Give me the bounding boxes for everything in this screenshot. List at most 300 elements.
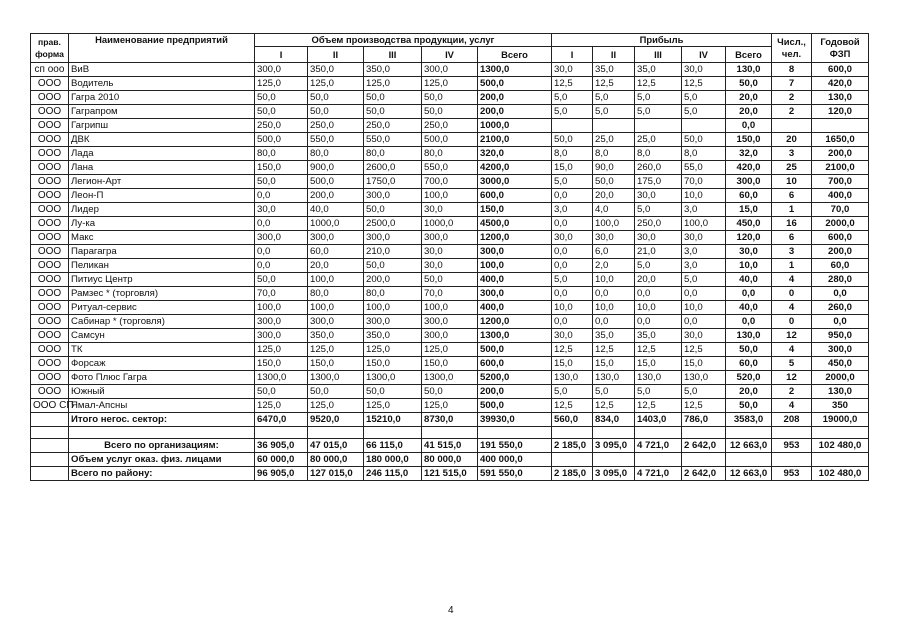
profit-cell: 4 721,0	[635, 439, 682, 453]
enterprise-table	[30, 33, 869, 481]
volume-cell: 50,0	[422, 385, 478, 399]
profit-cell: 520,0	[726, 371, 772, 385]
volume-cell: 50,0	[255, 105, 308, 119]
volume-cell: 550,0	[364, 133, 422, 147]
empty-cell	[635, 427, 682, 439]
volume-cell: 1300,0	[478, 329, 552, 343]
profit-cell: 5,0	[682, 91, 726, 105]
enterprise-name-cell: Всего по организациям:	[69, 439, 255, 453]
volume-cell: 250,0	[308, 119, 364, 133]
staff-cell: 953	[772, 439, 812, 453]
profit-cell: 5,0	[682, 273, 726, 287]
fund-cell	[812, 119, 869, 133]
legal-form-cell: ООО	[31, 217, 69, 231]
volume-cell: 700,0	[422, 175, 478, 189]
volume-cell: 50,0	[422, 273, 478, 287]
profit-cell: 10,0	[682, 189, 726, 203]
profit-cell: 130,0	[726, 63, 772, 77]
volume-cell: 1300,0	[308, 371, 364, 385]
profit-cell	[682, 119, 726, 133]
profit-cell: 50,0	[682, 133, 726, 147]
staff-cell: 10	[772, 175, 812, 189]
volume-cell: 80,0	[364, 287, 422, 301]
volume-cell: 180 000,0	[364, 453, 422, 467]
volume-cell: 50,0	[255, 91, 308, 105]
profit-cell: 150,0	[726, 133, 772, 147]
enterprise-name-cell: ДВК	[69, 133, 255, 147]
volume-cell: 125,0	[364, 343, 422, 357]
fund-cell: 450,0	[812, 357, 869, 371]
legal-form-cell: ООО	[31, 147, 69, 161]
profit-cell: 5,0	[635, 91, 682, 105]
volume-cell: 125,0	[364, 399, 422, 413]
table-row	[31, 371, 869, 385]
staff-column-header: Числ., чел.	[772, 34, 812, 63]
enterprise-name-cell: Самсун	[69, 329, 255, 343]
profit-cell: 8,0	[552, 147, 593, 161]
enterprise-name-cell: ВиВ	[69, 63, 255, 77]
profit-cell: 30,0	[593, 231, 635, 245]
volume-cell: 1000,0	[308, 217, 364, 231]
legal-form-cell: ООО	[31, 231, 69, 245]
volume-cell: 50,0	[364, 105, 422, 119]
volume-cell: 50,0	[364, 259, 422, 273]
profit-cell: 12,5	[552, 77, 593, 91]
staff-cell: 2	[772, 385, 812, 399]
enterprise-name-cell: ТК	[69, 343, 255, 357]
fund-cell: 2100,0	[812, 161, 869, 175]
profit-cell: 12 663,0	[726, 467, 772, 481]
table-row	[31, 203, 869, 217]
legal-form-cell	[31, 467, 69, 481]
profit-cell: 12,5	[682, 399, 726, 413]
fund-cell: 2000,0	[812, 217, 869, 231]
table-body	[31, 63, 869, 481]
volume-cell: 9520,0	[308, 413, 364, 427]
volume-cell: 2500,0	[364, 217, 422, 231]
enterprise-name-cell: Фото Плюс Гагра	[69, 371, 255, 385]
profit-cell: 30,0	[726, 245, 772, 259]
profit-cell: 10,0	[593, 273, 635, 287]
fund-cell: 300,0	[812, 343, 869, 357]
legal-form-cell: ООО	[31, 301, 69, 315]
volume-cell: 500,0	[255, 133, 308, 147]
staff-cell: 1	[772, 259, 812, 273]
volume-cell: 100,0	[308, 273, 364, 287]
staff-cell: 953	[772, 467, 812, 481]
table-row	[31, 217, 869, 231]
profit-cell: 10,0	[726, 259, 772, 273]
legal-form-cell: ООО	[31, 105, 69, 119]
volume-cell: 1200,0	[478, 315, 552, 329]
staff-cell: 0	[772, 287, 812, 301]
volume-cell: 400,0	[478, 301, 552, 315]
profit-cell: 3,0	[682, 259, 726, 273]
profit-cell	[552, 119, 593, 133]
profit-cell: 12,5	[635, 399, 682, 413]
profit-cell: 3,0	[552, 203, 593, 217]
profit-cell: 250,0	[635, 217, 682, 231]
profit-cell: 3 095,0	[593, 467, 635, 481]
profit-cell: 0,0	[552, 315, 593, 329]
profit-cell: 4,0	[593, 203, 635, 217]
legal-form-cell: ООО	[31, 175, 69, 189]
enterprise-name-cell: Сабинар * (торговля)	[69, 315, 255, 329]
staff-cell: 25	[772, 161, 812, 175]
volume-cell: 150,0	[422, 357, 478, 371]
profit-cell: 2,0	[593, 259, 635, 273]
volume-cell: 50,0	[422, 105, 478, 119]
volume-cell: 50,0	[422, 91, 478, 105]
volume-cell: 4200,0	[478, 161, 552, 175]
profit-cell: 1403,0	[635, 413, 682, 427]
enterprise-name-cell: Макс	[69, 231, 255, 245]
volume-cell: 41 515,0	[422, 439, 478, 453]
header-row-1	[31, 34, 869, 47]
volume-cell: 600,0	[478, 357, 552, 371]
empty-cell	[255, 427, 308, 439]
profit-cell: 30,0	[552, 329, 593, 343]
profit-cell: 0,0	[682, 287, 726, 301]
staff-cell: 4	[772, 273, 812, 287]
staff-cell: 20	[772, 133, 812, 147]
volume-cell: 50,0	[308, 91, 364, 105]
legal-form-cell: ООО СП	[31, 399, 69, 413]
empty-cell	[422, 427, 478, 439]
staff-cell: 8	[772, 63, 812, 77]
table-row	[31, 399, 869, 413]
profit-cell: 834,0	[593, 413, 635, 427]
volume-group-header: Объем производства продукции, услуг	[255, 34, 552, 47]
volume-cell: 200,0	[478, 105, 552, 119]
profit-cell: 30,0	[552, 231, 593, 245]
volume-cell: 125,0	[308, 343, 364, 357]
enterprise-name-cell: Гагра 2010	[69, 91, 255, 105]
fund-cell: 260,0	[812, 301, 869, 315]
volume-cell: 30,0	[422, 259, 478, 273]
enterprise-name-cell: Форсаж	[69, 357, 255, 371]
profit-cell: 0,0	[552, 217, 593, 231]
staff-cell: 3	[772, 245, 812, 259]
staff-cell: 0	[772, 315, 812, 329]
volume-cell: 1000,0	[478, 119, 552, 133]
volume-q3-header: III	[364, 47, 422, 63]
volume-cell: 300,0	[308, 315, 364, 329]
fund-cell: 420,0	[812, 77, 869, 91]
table-row	[31, 63, 869, 77]
staff-cell: 4	[772, 399, 812, 413]
fund-cell: 2000,0	[812, 371, 869, 385]
fund-cell: 70,0	[812, 203, 869, 217]
profit-cell: 30,0	[552, 63, 593, 77]
volume-cell: 50,0	[255, 273, 308, 287]
profit-cell: 32,0	[726, 147, 772, 161]
profit-cell: 15,0	[682, 357, 726, 371]
legal-form-cell: ООО	[31, 203, 69, 217]
volume-cell: 4500,0	[478, 217, 552, 231]
fund-cell: 200,0	[812, 147, 869, 161]
volume-cell: 80 000,0	[422, 453, 478, 467]
volume-q2-header: II	[308, 47, 364, 63]
profit-cell: 0,0	[593, 287, 635, 301]
volume-cell: 15210,0	[364, 413, 422, 427]
profit-cell: 60,0	[726, 189, 772, 203]
volume-cell: 2100,0	[478, 133, 552, 147]
profit-cell: 12,5	[552, 399, 593, 413]
empty-cell	[69, 427, 255, 439]
volume-cell: 3000,0	[478, 175, 552, 189]
empty-cell	[682, 427, 726, 439]
volume-cell: 300,0	[255, 329, 308, 343]
profit-cell: 2 642,0	[682, 467, 726, 481]
fund-cell: 200,0	[812, 245, 869, 259]
fund-cell: 120,0	[812, 105, 869, 119]
volume-cell: 200,0	[364, 273, 422, 287]
profit-cell: 2 642,0	[682, 439, 726, 453]
volume-cell: 100,0	[478, 259, 552, 273]
volume-cell: 900,0	[308, 161, 364, 175]
legal-form-cell	[31, 439, 69, 453]
legal-form-cell: ООО	[31, 315, 69, 329]
staff-cell: 5	[772, 357, 812, 371]
profit-cell: 70,0	[682, 175, 726, 189]
volume-cell: 300,0	[364, 189, 422, 203]
volume-cell: 600,0	[478, 189, 552, 203]
profit-cell: 12,5	[593, 77, 635, 91]
profit-cell: 130,0	[635, 371, 682, 385]
profit-cell: 560,0	[552, 413, 593, 427]
enterprise-name-cell: Лана	[69, 161, 255, 175]
profit-cell: 30,0	[682, 63, 726, 77]
summary-row	[31, 453, 869, 467]
volume-cell: 100,0	[308, 301, 364, 315]
profit-cell: 120,0	[726, 231, 772, 245]
enterprise-name-cell: Лу-ка	[69, 217, 255, 231]
volume-cell: 125,0	[422, 77, 478, 91]
volume-q4-header: IV	[422, 47, 478, 63]
profit-cell	[726, 453, 772, 467]
volume-cell: 500,0	[478, 399, 552, 413]
volume-cell: 200,0	[478, 385, 552, 399]
volume-cell: 200,0	[478, 91, 552, 105]
profit-cell: 175,0	[635, 175, 682, 189]
staff-cell: 4	[772, 343, 812, 357]
volume-cell: 39930,0	[478, 413, 552, 427]
volume-total-header: Всего	[478, 47, 552, 63]
profit-cell: 5,0	[552, 175, 593, 189]
profit-cell: 0,0	[635, 287, 682, 301]
volume-cell: 150,0	[255, 357, 308, 371]
staff-cell: 208	[772, 413, 812, 427]
profit-cell: 50,0	[726, 399, 772, 413]
volume-cell: 125,0	[308, 77, 364, 91]
volume-cell: 591 550,0	[478, 467, 552, 481]
legal-form-cell: ООО	[31, 371, 69, 385]
table-row	[31, 315, 869, 329]
table-row	[31, 343, 869, 357]
volume-cell: 121 515,0	[422, 467, 478, 481]
enterprise-name-cell: Парагагра	[69, 245, 255, 259]
volume-cell: 500,0	[478, 77, 552, 91]
profit-cell: 15,0	[593, 357, 635, 371]
staff-cell: 6	[772, 189, 812, 203]
legal-form-cell: ООО	[31, 343, 69, 357]
staff-cell	[772, 119, 812, 133]
empty-cell	[308, 427, 364, 439]
profit-cell: 90,0	[593, 161, 635, 175]
legal-form-cell: ООО	[31, 287, 69, 301]
volume-cell: 50,0	[255, 175, 308, 189]
volume-cell: 40,0	[308, 203, 364, 217]
volume-cell: 300,0	[422, 63, 478, 77]
profit-cell: 8,0	[635, 147, 682, 161]
legal-form-cell: ООО	[31, 357, 69, 371]
volume-cell: 300,0	[422, 315, 478, 329]
profit-cell: 5,0	[552, 385, 593, 399]
profit-cell: 5,0	[593, 105, 635, 119]
profit-total-header: Всего	[726, 47, 772, 63]
empty-cell	[31, 427, 69, 439]
legal-form-cell: ООО	[31, 161, 69, 175]
profit-cell: 300,0	[726, 175, 772, 189]
enterprise-name-cell: Рамзес * (торговля)	[69, 287, 255, 301]
volume-cell: 125,0	[255, 399, 308, 413]
legal-form-cell: ООО	[31, 91, 69, 105]
staff-cell	[772, 453, 812, 467]
volume-cell: 250,0	[422, 119, 478, 133]
volume-cell: 125,0	[422, 343, 478, 357]
profit-cell: 130,0	[593, 371, 635, 385]
volume-cell: 1300,0	[255, 371, 308, 385]
summary-row	[31, 439, 869, 453]
volume-cell: 350,0	[364, 63, 422, 77]
volume-cell: 66 115,0	[364, 439, 422, 453]
fund-cell: 102 480,0	[812, 439, 869, 453]
table-row	[31, 385, 869, 399]
profit-cell: 8,0	[593, 147, 635, 161]
volume-cell: 150,0	[308, 357, 364, 371]
volume-cell: 300,0	[255, 231, 308, 245]
legal-form-cell: ООО	[31, 119, 69, 133]
staff-cell: 2	[772, 105, 812, 119]
volume-cell: 550,0	[308, 133, 364, 147]
volume-cell: 300,0	[478, 287, 552, 301]
volume-cell: 50,0	[255, 385, 308, 399]
volume-cell: 246 115,0	[364, 467, 422, 481]
profit-cell: 0,0	[726, 287, 772, 301]
volume-cell: 80,0	[364, 147, 422, 161]
volume-cell: 60,0	[308, 245, 364, 259]
volume-cell: 350,0	[308, 329, 364, 343]
profit-cell: 450,0	[726, 217, 772, 231]
volume-cell: 300,0	[364, 231, 422, 245]
profit-cell: 5,0	[593, 385, 635, 399]
legal-form-cell: ООО	[31, 245, 69, 259]
volume-cell: 1300,0	[364, 371, 422, 385]
profit-cell: 15,0	[552, 357, 593, 371]
volume-cell: 550,0	[422, 161, 478, 175]
profit-cell: 0,0	[593, 315, 635, 329]
profit-cell: 50,0	[726, 77, 772, 91]
table-row	[31, 77, 869, 91]
volume-cell: 125,0	[255, 343, 308, 357]
spacer-row	[31, 427, 869, 439]
table-row	[31, 245, 869, 259]
volume-cell: 20,0	[308, 259, 364, 273]
profit-cell: 8,0	[682, 147, 726, 161]
profit-cell: 15,0	[635, 357, 682, 371]
volume-cell: 125,0	[255, 77, 308, 91]
enterprise-name-cell: Питиус Центр	[69, 273, 255, 287]
fund-cell: 400,0	[812, 189, 869, 203]
volume-cell: 80,0	[308, 287, 364, 301]
fund-cell	[812, 453, 869, 467]
volume-cell: 96 905,0	[255, 467, 308, 481]
enterprise-name-cell: Всего по району:	[69, 467, 255, 481]
profit-cell: 30,0	[682, 231, 726, 245]
profit-cell: 50,0	[593, 175, 635, 189]
profit-cell: 0,0	[552, 259, 593, 273]
profit-cell: 100,0	[682, 217, 726, 231]
volume-cell: 100,0	[422, 301, 478, 315]
profit-cell: 10,0	[552, 301, 593, 315]
profit-cell: 5,0	[635, 385, 682, 399]
enterprise-name-cell: Объем услуг оказ. физ. лицами	[69, 453, 255, 467]
profit-cell: 5,0	[593, 91, 635, 105]
volume-cell: 200,0	[308, 189, 364, 203]
profit-q2-header: II	[593, 47, 635, 63]
table-row	[31, 189, 869, 203]
profit-cell: 12,5	[552, 343, 593, 357]
profit-cell: 12,5	[682, 77, 726, 91]
profit-cell: 2 185,0	[552, 467, 593, 481]
profit-group-header: Прибыль	[552, 34, 772, 47]
staff-cell: 16	[772, 217, 812, 231]
summary-row	[31, 467, 869, 481]
profit-cell: 420,0	[726, 161, 772, 175]
staff-cell: 6	[772, 231, 812, 245]
empty-cell	[364, 427, 422, 439]
empty-cell	[593, 427, 635, 439]
profit-cell: 4 721,0	[635, 467, 682, 481]
form-column-header: прав. форма	[31, 34, 69, 63]
legal-form-cell: ООО	[31, 189, 69, 203]
volume-cell: 0,0	[255, 245, 308, 259]
volume-cell: 1200,0	[478, 231, 552, 245]
volume-cell: 80,0	[308, 147, 364, 161]
empty-cell	[772, 427, 812, 439]
staff-cell: 2	[772, 91, 812, 105]
profit-cell: 0,0	[635, 315, 682, 329]
volume-cell: 50,0	[364, 385, 422, 399]
volume-cell: 5200,0	[478, 371, 552, 385]
table-row	[31, 119, 869, 133]
profit-cell	[593, 453, 635, 467]
volume-cell: 250,0	[255, 119, 308, 133]
profit-cell: 15,0	[552, 161, 593, 175]
volume-cell: 320,0	[478, 147, 552, 161]
table-row	[31, 301, 869, 315]
profit-cell: 20,0	[593, 189, 635, 203]
profit-q4-header: IV	[682, 47, 726, 63]
profit-cell: 260,0	[635, 161, 682, 175]
volume-cell: 500,0	[308, 175, 364, 189]
profit-cell: 5,0	[635, 259, 682, 273]
volume-cell: 350,0	[308, 63, 364, 77]
staff-cell: 7	[772, 77, 812, 91]
profit-cell: 0,0	[552, 245, 593, 259]
enterprise-name-cell: Гагрипш	[69, 119, 255, 133]
